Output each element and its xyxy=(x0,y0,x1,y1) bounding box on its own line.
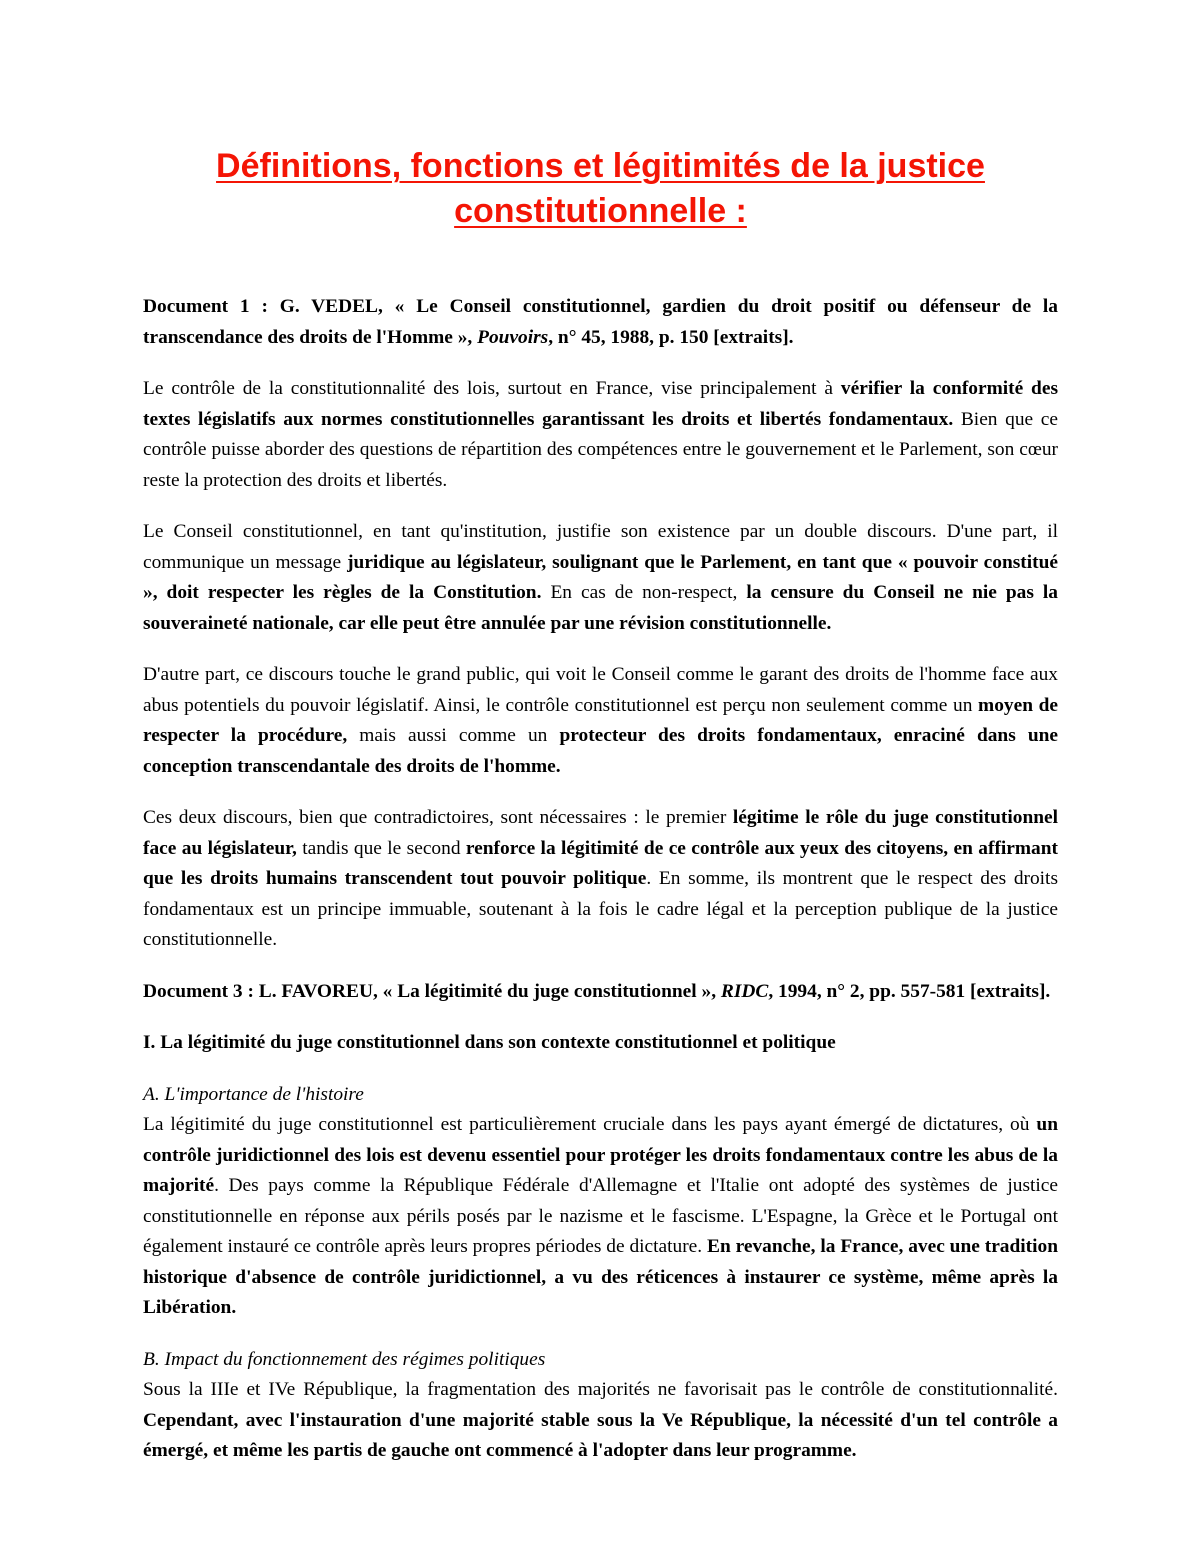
text-run: D'autre part, ce discours touche le grand public, qui voit le Conseil comme le garant des droits de l'homme face aux abus potentiels du pouvoir législatif. Ainsi, le contrôle constitutionnel est perçu non seulement comme un xyxy=(143,664,1058,716)
section-a-subheading: A. L'importance de l'histoire xyxy=(143,1083,364,1105)
document-title: Définitions, fonctions et légitimités de la justice constitutionnelle : xyxy=(216,147,985,230)
text-run-bold: légitime le rôle du juge constitutionnel face au législateur, xyxy=(143,807,1059,859)
text-run-bold: En revanche, la France, avec une tradition historique d'absence de contrôle juridictionnel, a vu des réticences à instaurer ce système, même après la Libération. xyxy=(143,1236,1058,1318)
text-run: En cas de non-respect, xyxy=(550,582,747,603)
text-run-bold: juridique au législateur, soulignant que le Parlement, en tant que « pouvoir constitué », doit respecter les règles de la Constitution. xyxy=(143,551,1058,603)
text-run-bold: protecteur des droits fondamentaux, enraciné dans une conception transcendantale des droits de l'homme. xyxy=(143,725,1059,777)
text-run: Document 1 : G. VEDEL, « Le Conseil constitutionnel, gardien du droit positif ou défenseur de la transcendance des droits de l'Homme », xyxy=(143,296,1058,348)
text-run: Sous la IIIe et IVe République, la fragmentation des majorités ne favorisait pas le contrôle de constitutionnalité. xyxy=(143,1379,1058,1400)
section-1-heading: I. La légitimité du juge constitutionnel dans son contexte constitutionnel et politique xyxy=(143,1032,836,1053)
section-b xyxy=(143,1345,1058,1467)
doc1-citation xyxy=(143,292,1058,353)
text-run-bold: moyen de respecter la procédure, xyxy=(143,694,1058,746)
text-run-bold: la censure du Conseil ne nie pas la souveraineté nationale, car elle peut être annulée par une révision constitutionnelle. xyxy=(143,582,1058,634)
text-run: Document 3 : L. FAVOREU, « La légitimité du juge constitutionnel », xyxy=(143,980,721,1002)
journal-title-ridc: RIDC xyxy=(720,980,769,1002)
para-deux-discours xyxy=(143,803,1058,956)
text-run-bold: renforce la légitimité de ce contrôle aux yeux des citoyens, en affirmant que les droits humains transcendent tout pouvoir politique xyxy=(143,837,1058,889)
doc3-citation xyxy=(143,977,1058,1008)
text-run-bold: vérifier la conformité des textes législatifs aux normes constitutionnelles garantissant les droits et libertés fondamentaux. xyxy=(143,378,1058,430)
section-a xyxy=(143,1080,1058,1324)
text-run: Ces deux discours, bien que contradictoires, sont nécessaires : le premier xyxy=(143,807,733,828)
text-run-bold: un contrôle juridictionnel des lois est devenu essentiel pour protéger les droits fondamentaux contre les abus de la majorité xyxy=(143,1114,1058,1196)
para-double-discours xyxy=(143,517,1058,639)
text-run: . En somme, ils montrent que le respect des droits fondamentaux est un principe immuable, soutenant à la fois le cadre légal et la perception publique de la justice constitutionnelle. xyxy=(143,868,1058,950)
text-run: Le Conseil constitutionnel, en tant qu'institution, justifie son existence par un double discours. D'une part, il communique un message xyxy=(143,521,1058,573)
text-run-bold: Cependant, avec l'instauration d'une majorité stable sous la Ve République, la nécessité d'un tel contrôle a émergé, et même les partis de gauche ont commencé à l'adopter dans leur programme. xyxy=(143,1409,1058,1461)
text-run: tandis que le second xyxy=(296,837,466,859)
text-run: . Des pays comme la République Fédérale d'Allemagne et l'Italie ont adopté des systèmes de justice constitutionnelle en réponse aux périls posés par le nazisme et le fascisme. L'Espagne, la Grèce et le Portugal ont également instauré ce contrôle après leurs propres périodes de dictature. xyxy=(143,1175,1058,1257)
text-run: Bien que ce contrôle puisse aborder des questions de répartition des compétences entre le gouvernement et le Parlement, son cœur reste la protection des droits et libertés. xyxy=(143,408,1059,491)
para-grand-public xyxy=(143,660,1058,782)
section-b-subheading: B. Impact du fonctionnement des régimes politiques xyxy=(143,1348,546,1370)
text-run: , n° 45, 1988, p. 150 [extraits]. xyxy=(548,326,794,348)
para-controle-constitutionnalite xyxy=(143,374,1058,496)
journal-title-pouvoirs: Pouvoirs xyxy=(477,326,549,348)
text-run: Le contrôle de la constitutionnalité des lois, surtout en France, vise principalement à xyxy=(143,378,841,399)
text-run: , 1994, n° 2, pp. 557-581 [extraits]. xyxy=(768,980,1051,1002)
text-run: La légitimité du juge constitutionnel est particulièrement cruciale dans les pays ayant émergé de dictatures, où xyxy=(143,1114,1037,1135)
text-run: mais aussi comme un xyxy=(347,725,560,746)
